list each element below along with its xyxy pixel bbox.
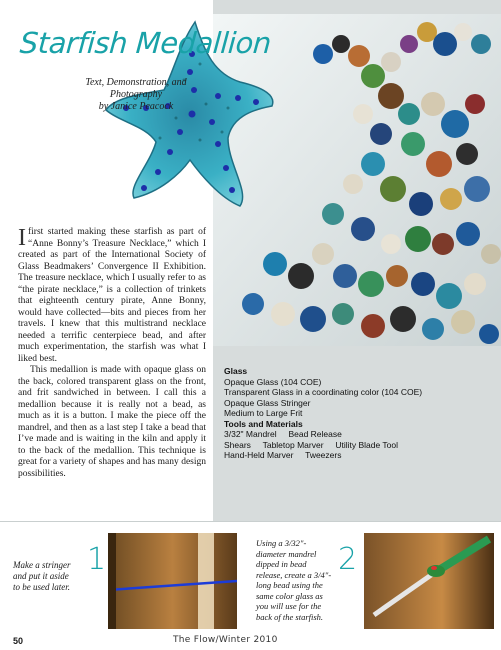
step-1-number: 1 xyxy=(87,542,107,577)
paragraph-2: This medallion is made with opaque glass on the back, colored transparent glass on the front, and frit sandwiched in between. I call this a medallion because it is really not a bead, as much as it is a button. I make the piece off the mandrel, and then as a last step I take a bead that I’ve made and is waiting in the kiln and apply it to the back of the medallion. This technique is great for a variety of shapes and has many design possibilities. xyxy=(18,365,206,479)
section-divider xyxy=(0,521,501,522)
glass-item: Medium to Large Frit xyxy=(224,408,303,418)
tools-item: Shears Tabletop Marver Utility Blade Tool xyxy=(224,439,399,450)
byline-author: by Janice Peacock xyxy=(98,101,174,112)
step-1-caption: Make a stringer and put it aside to be used later. xyxy=(13,560,71,592)
paragraph-1-text: first started making these starfish as part of “Anne Bonny’s Treasure Necklace,” which I created as part of the International Society of Glass Beadmakers’ Convergence II Exhibition. The treasure necklace, which I usually refer to as “the pirate necklace,” is a collection of trinkets that eighteenth century pirate, Anne Bonny, would have collected—bits and pieces from her travels. I knew that this multistrand necklace needed a terrific centerpiece bead, and after much experimentation, the starfish was what I liked best. xyxy=(18,227,206,364)
tools-heading: Tools and Materials xyxy=(224,418,303,429)
glass-item: Opaque Glass Stringer xyxy=(224,397,311,408)
publication-title: The Flow/Winter 2010 xyxy=(173,635,278,645)
step-1-photo xyxy=(108,533,237,629)
glass-item: Transparent Glass in a coordinating color (104 COE) xyxy=(224,387,423,397)
tools-item: Hand-Held Marver Tweezers xyxy=(224,450,342,460)
step-2-caption: Using a 3/32"-diameter mandrel dipped in bead release, create a 3/4"-long bead using the same color glass as you will use for the back of the starfish. xyxy=(256,538,332,622)
glass-item: Opaque Glass (104 COE) xyxy=(224,376,322,387)
materials-list xyxy=(224,366,494,461)
drop-cap: I xyxy=(18,225,26,251)
glass-heading: Glass xyxy=(224,366,248,376)
page-number: 50 xyxy=(13,636,24,646)
article-title: Starfish Medallion xyxy=(18,26,272,60)
paragraph-1 xyxy=(18,227,206,365)
byline-credit: Text, Demonstration, and Photography xyxy=(85,77,187,100)
intro-text xyxy=(18,227,206,480)
step-2-number: 2 xyxy=(338,542,358,577)
byline xyxy=(66,77,206,113)
tools-item: 3/32" Mandrel Bead Release xyxy=(224,429,342,439)
step-2-photo xyxy=(364,533,494,629)
